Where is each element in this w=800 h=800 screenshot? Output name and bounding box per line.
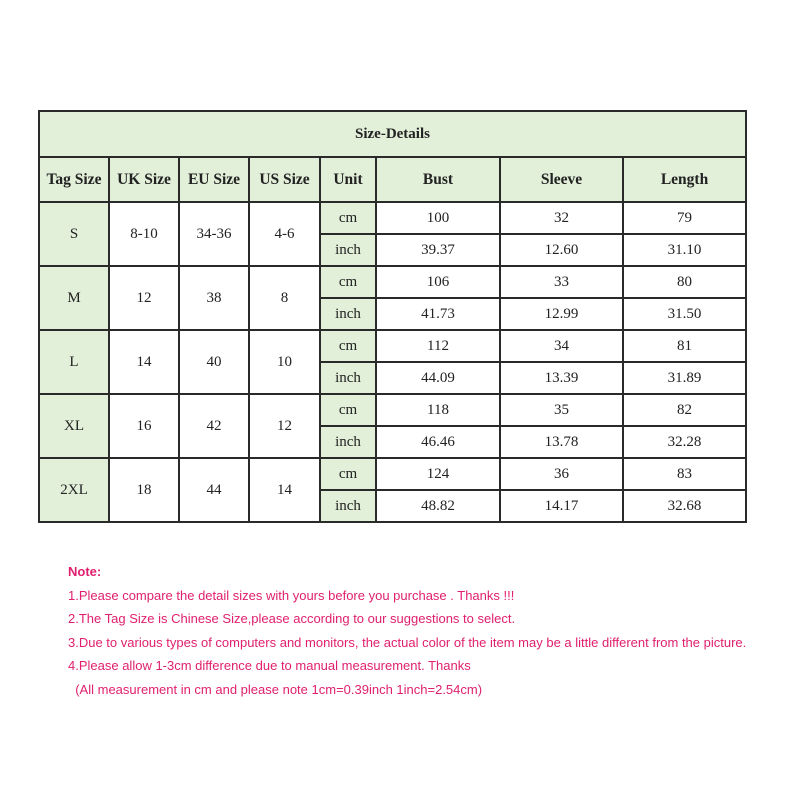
table-title: Size-Details: [39, 111, 746, 157]
header-tag-size: Tag Size: [39, 157, 109, 202]
header-us-size: US Size: [249, 157, 320, 202]
uk-size-cell: 14: [109, 330, 179, 394]
us-size-cell: 8: [249, 266, 320, 330]
unit-cell: cm: [320, 458, 376, 490]
bust-cell: 112: [376, 330, 500, 362]
sleeve-cell: 13.39: [500, 362, 623, 394]
unit-cell: cm: [320, 394, 376, 426]
header-unit: Unit: [320, 157, 376, 202]
tag-size-cell: XL: [39, 394, 109, 458]
unit-cell: inch: [320, 298, 376, 330]
bust-cell: 41.73: [376, 298, 500, 330]
length-cell: 31.89: [623, 362, 746, 394]
header-sleeve: Sleeve: [500, 157, 623, 202]
tag-size-cell: M: [39, 266, 109, 330]
bust-cell: 100: [376, 202, 500, 234]
eu-size-cell: 40: [179, 330, 249, 394]
sleeve-cell: 34: [500, 330, 623, 362]
size-details-table: [38, 110, 747, 523]
unit-cell: inch: [320, 234, 376, 266]
bust-cell: 48.82: [376, 490, 500, 522]
sleeve-cell: 33: [500, 266, 623, 298]
bust-cell: 46.46: [376, 426, 500, 458]
notes-heading: Note:: [68, 564, 102, 579]
bust-cell: 118: [376, 394, 500, 426]
length-cell: 83: [623, 458, 746, 490]
length-cell: 79: [623, 202, 746, 234]
us-size-cell: 14: [249, 458, 320, 522]
header-uk-size: UK Size: [109, 157, 179, 202]
tag-size-cell: L: [39, 330, 109, 394]
bust-cell: 106: [376, 266, 500, 298]
length-cell: 81: [623, 330, 746, 362]
sleeve-cell: 12.99: [500, 298, 623, 330]
unit-cell: cm: [320, 330, 376, 362]
uk-size-cell: 16: [109, 394, 179, 458]
unit-cell: inch: [320, 426, 376, 458]
note-line: 3.Due to various types of computers and monitors, the actual color of the item may be a little different from the picture.: [68, 634, 747, 650]
us-size-cell: 10: [249, 330, 320, 394]
sleeve-cell: 13.78: [500, 426, 623, 458]
uk-size-cell: 8-10: [109, 202, 179, 266]
sleeve-cell: 35: [500, 394, 623, 426]
sleeve-cell: 36: [500, 458, 623, 490]
notes: [68, 563, 746, 705]
bust-cell: 124: [376, 458, 500, 490]
us-size-cell: 12: [249, 394, 320, 458]
uk-size-cell: 18: [109, 458, 179, 522]
sleeve-cell: 32: [500, 202, 623, 234]
tag-size-cell: 2XL: [39, 458, 109, 522]
length-cell: 32.28: [623, 426, 746, 458]
eu-size-cell: 44: [179, 458, 249, 522]
length-cell: 82: [623, 394, 746, 426]
length-cell: 31.10: [623, 234, 746, 266]
note-line: 4.Please allow 1-3cm difference due to manual measurement. Thanks: [68, 658, 471, 674]
unit-cell: cm: [320, 266, 376, 298]
sleeve-cell: 12.60: [500, 234, 623, 266]
us-size-cell: 4-6: [249, 202, 320, 266]
header-row: [39, 157, 746, 202]
sleeve-cell: 14.17: [500, 490, 623, 522]
tag-size-cell: S: [39, 202, 109, 266]
header-bust: Bust: [376, 157, 500, 202]
note-line: 1.Please compare the detail sizes with yours before you purchase . Thanks !!!: [68, 587, 515, 603]
table-row: [39, 266, 746, 298]
note-line: (All measurement in cm and please note 1cm=0.39inch 1inch=2.54cm): [68, 681, 483, 697]
length-cell: 80: [623, 266, 746, 298]
table-row: [39, 458, 746, 490]
header-eu-size: EU Size: [179, 157, 249, 202]
header-length: Length: [623, 157, 746, 202]
bust-cell: 39.37: [376, 234, 500, 266]
table-row: [39, 330, 746, 362]
length-cell: 32.68: [623, 490, 746, 522]
eu-size-cell: 38: [179, 266, 249, 330]
eu-size-cell: 42: [179, 394, 249, 458]
eu-size-cell: 34-36: [179, 202, 249, 266]
table-row: [39, 394, 746, 426]
unit-cell: cm: [320, 202, 376, 234]
table-row: [39, 202, 746, 234]
unit-cell: inch: [320, 362, 376, 394]
unit-cell: inch: [320, 490, 376, 522]
length-cell: 31.50: [623, 298, 746, 330]
note-line: 2.The Tag Size is Chinese Size,please according to our suggestions to select.: [68, 611, 516, 627]
bust-cell: 44.09: [376, 362, 500, 394]
uk-size-cell: 12: [109, 266, 179, 330]
